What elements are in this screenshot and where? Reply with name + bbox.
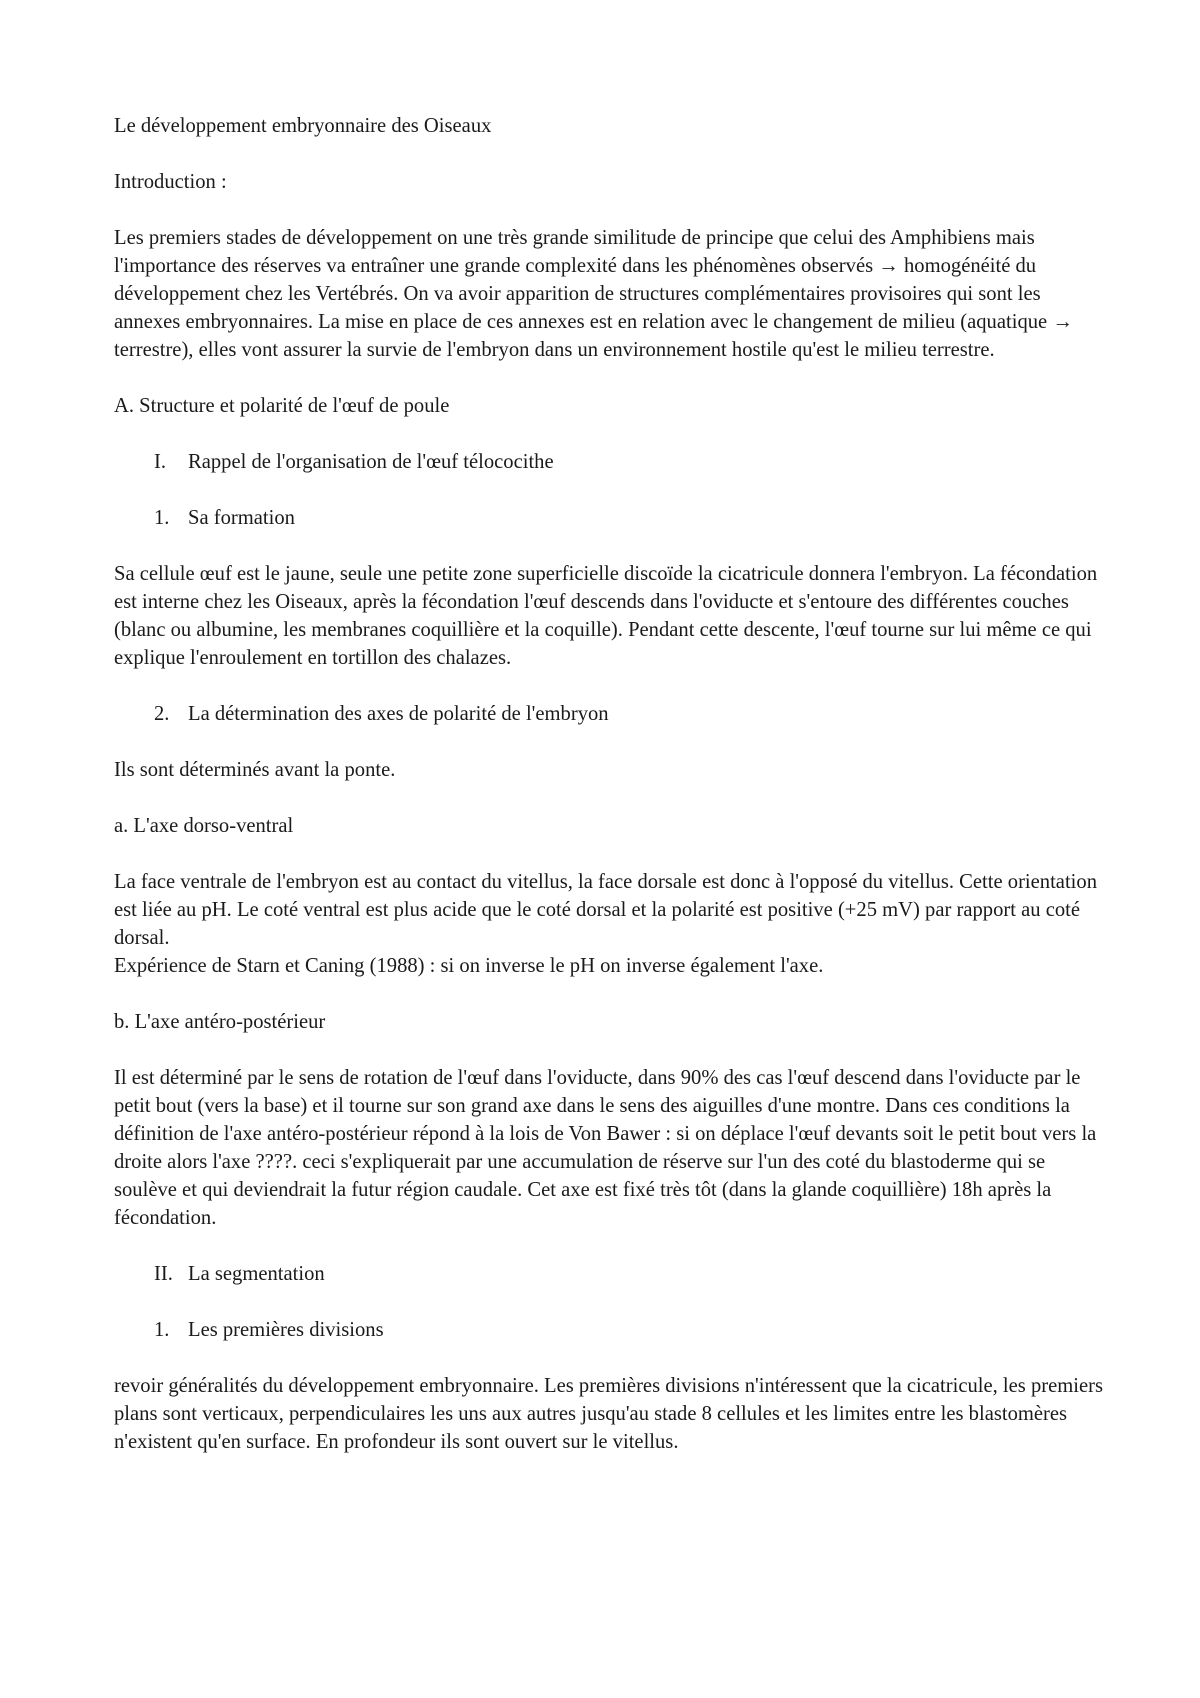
list-label: Rappel de l'organisation de l'œuf télococithe: [188, 451, 554, 473]
list-item-1-divisions: [154, 1316, 1104, 1344]
list-item-roman-2: [154, 1260, 1104, 1288]
subheading-antero-posterieur: b. L'axe antéro-postérieur: [114, 1011, 326, 1033]
list-marker: 2.: [154, 703, 170, 725]
list-marker: 1.: [154, 1319, 170, 1341]
dorso-ventral-paragraph: La face ventrale de l'embryon est au contact du vitellus, la face dorsale est donc à l'opposé du vitellus. Cette orientation est liée au pH. Le coté ventral est plus acide que le coté dorsal et la polarité est positive (+25 mV) par rapport au coté dorsal.: [114, 871, 1097, 949]
intro-paragraph: Les premiers stades de développement on une très grande similitude de principe que celui des Amphibiens mais l'importance des réserves va entraîner une grande complexité dans les phénomènes observés → homogénéité du développement chez les Vertébrés. On va avoir apparition de structures complémentaires provisoires qui sont les annexes embryonnaires. La mise en place de ces annexes est en relation avec le changement de milieu (aquatique → terrestre), elles vont assurer la survie de l'embryon dans un environnement hostile qu'est le milieu terrestre.: [114, 227, 1073, 361]
list-item-2-axes: [154, 700, 1104, 728]
axes-sentence: Ils sont déterminés avant la ponte.: [114, 759, 396, 781]
dorso-ventral-experiment: Expérience de Starn et Caning (1988) : si on inverse le pH on inverse également l'axe.: [114, 955, 824, 977]
document-page: [114, 112, 1104, 1456]
document-title: Le développement embryonnaire des Oiseaux: [114, 115, 492, 137]
list-label: Sa formation: [188, 507, 295, 529]
list-marker: 1.: [154, 507, 170, 529]
antero-posterieur-paragraph: Il est déterminé par le sens de rotation de l'œuf dans l'oviducte, dans 90% des cas l'œuf descend dans l'oviducte par le petit bout (vers la base) et il tourne sur son grand axe dans le sens des aiguilles d'une montre. Dans ces conditions la définition de l'axe antéro-postérieur répond à la lois de Von Bawer : si on déplace l'œuf devants soit le petit bout vers la droite alors l'axe ????. ceci s'expliquerait par une accumulation de réserve sur l'un des coté du blastoderme qui se soulève et qui deviendrait la futur région caudale. Cet axe est fixé très tôt (dans la glande coquillière) 18h après la fécondation.: [114, 1067, 1097, 1229]
list-label: Les premières divisions: [188, 1319, 384, 1341]
subheading-dorso-ventral: a. L'axe dorso-ventral: [114, 815, 294, 837]
list-marker: I.: [154, 451, 167, 473]
list-marker: II.: [154, 1263, 173, 1285]
divisions-paragraph: revoir généralités du développement embryonnaire. Les premières divisions n'intéressent que la cicatricule, les premiers plans sont verticaux, perpendiculaires les uns aux autres jusqu'au stade 8 cellules et les limites entre les blastomères n'existent qu'en surface. En profondeur ils sont ouvert sur le vitellus.: [114, 1375, 1103, 1453]
list-item-1-formation: [154, 504, 1104, 532]
list-label: La détermination des axes de polarité de l'embryon: [188, 703, 609, 725]
list-label: La segmentation: [188, 1263, 325, 1285]
section-heading-a: A. Structure et polarité de l'œuf de poule: [114, 395, 450, 417]
formation-paragraph: Sa cellule œuf est le jaune, seule une petite zone superficielle discoïde la cicatricule donnera l'embryon. La fécondation est interne chez les Oiseaux, après la fécondation l'œuf descends dans l'oviducte et s'entoure des différentes couches (blanc ou albumine, les membranes coquillière et la coquille). Pendant cette descente, l'œuf tourne sur lui même ce qui explique l'enroulement en tortillon des chalazes.: [114, 563, 1098, 669]
intro-heading: Introduction :: [114, 171, 227, 193]
list-item-roman-1: [154, 448, 1104, 476]
